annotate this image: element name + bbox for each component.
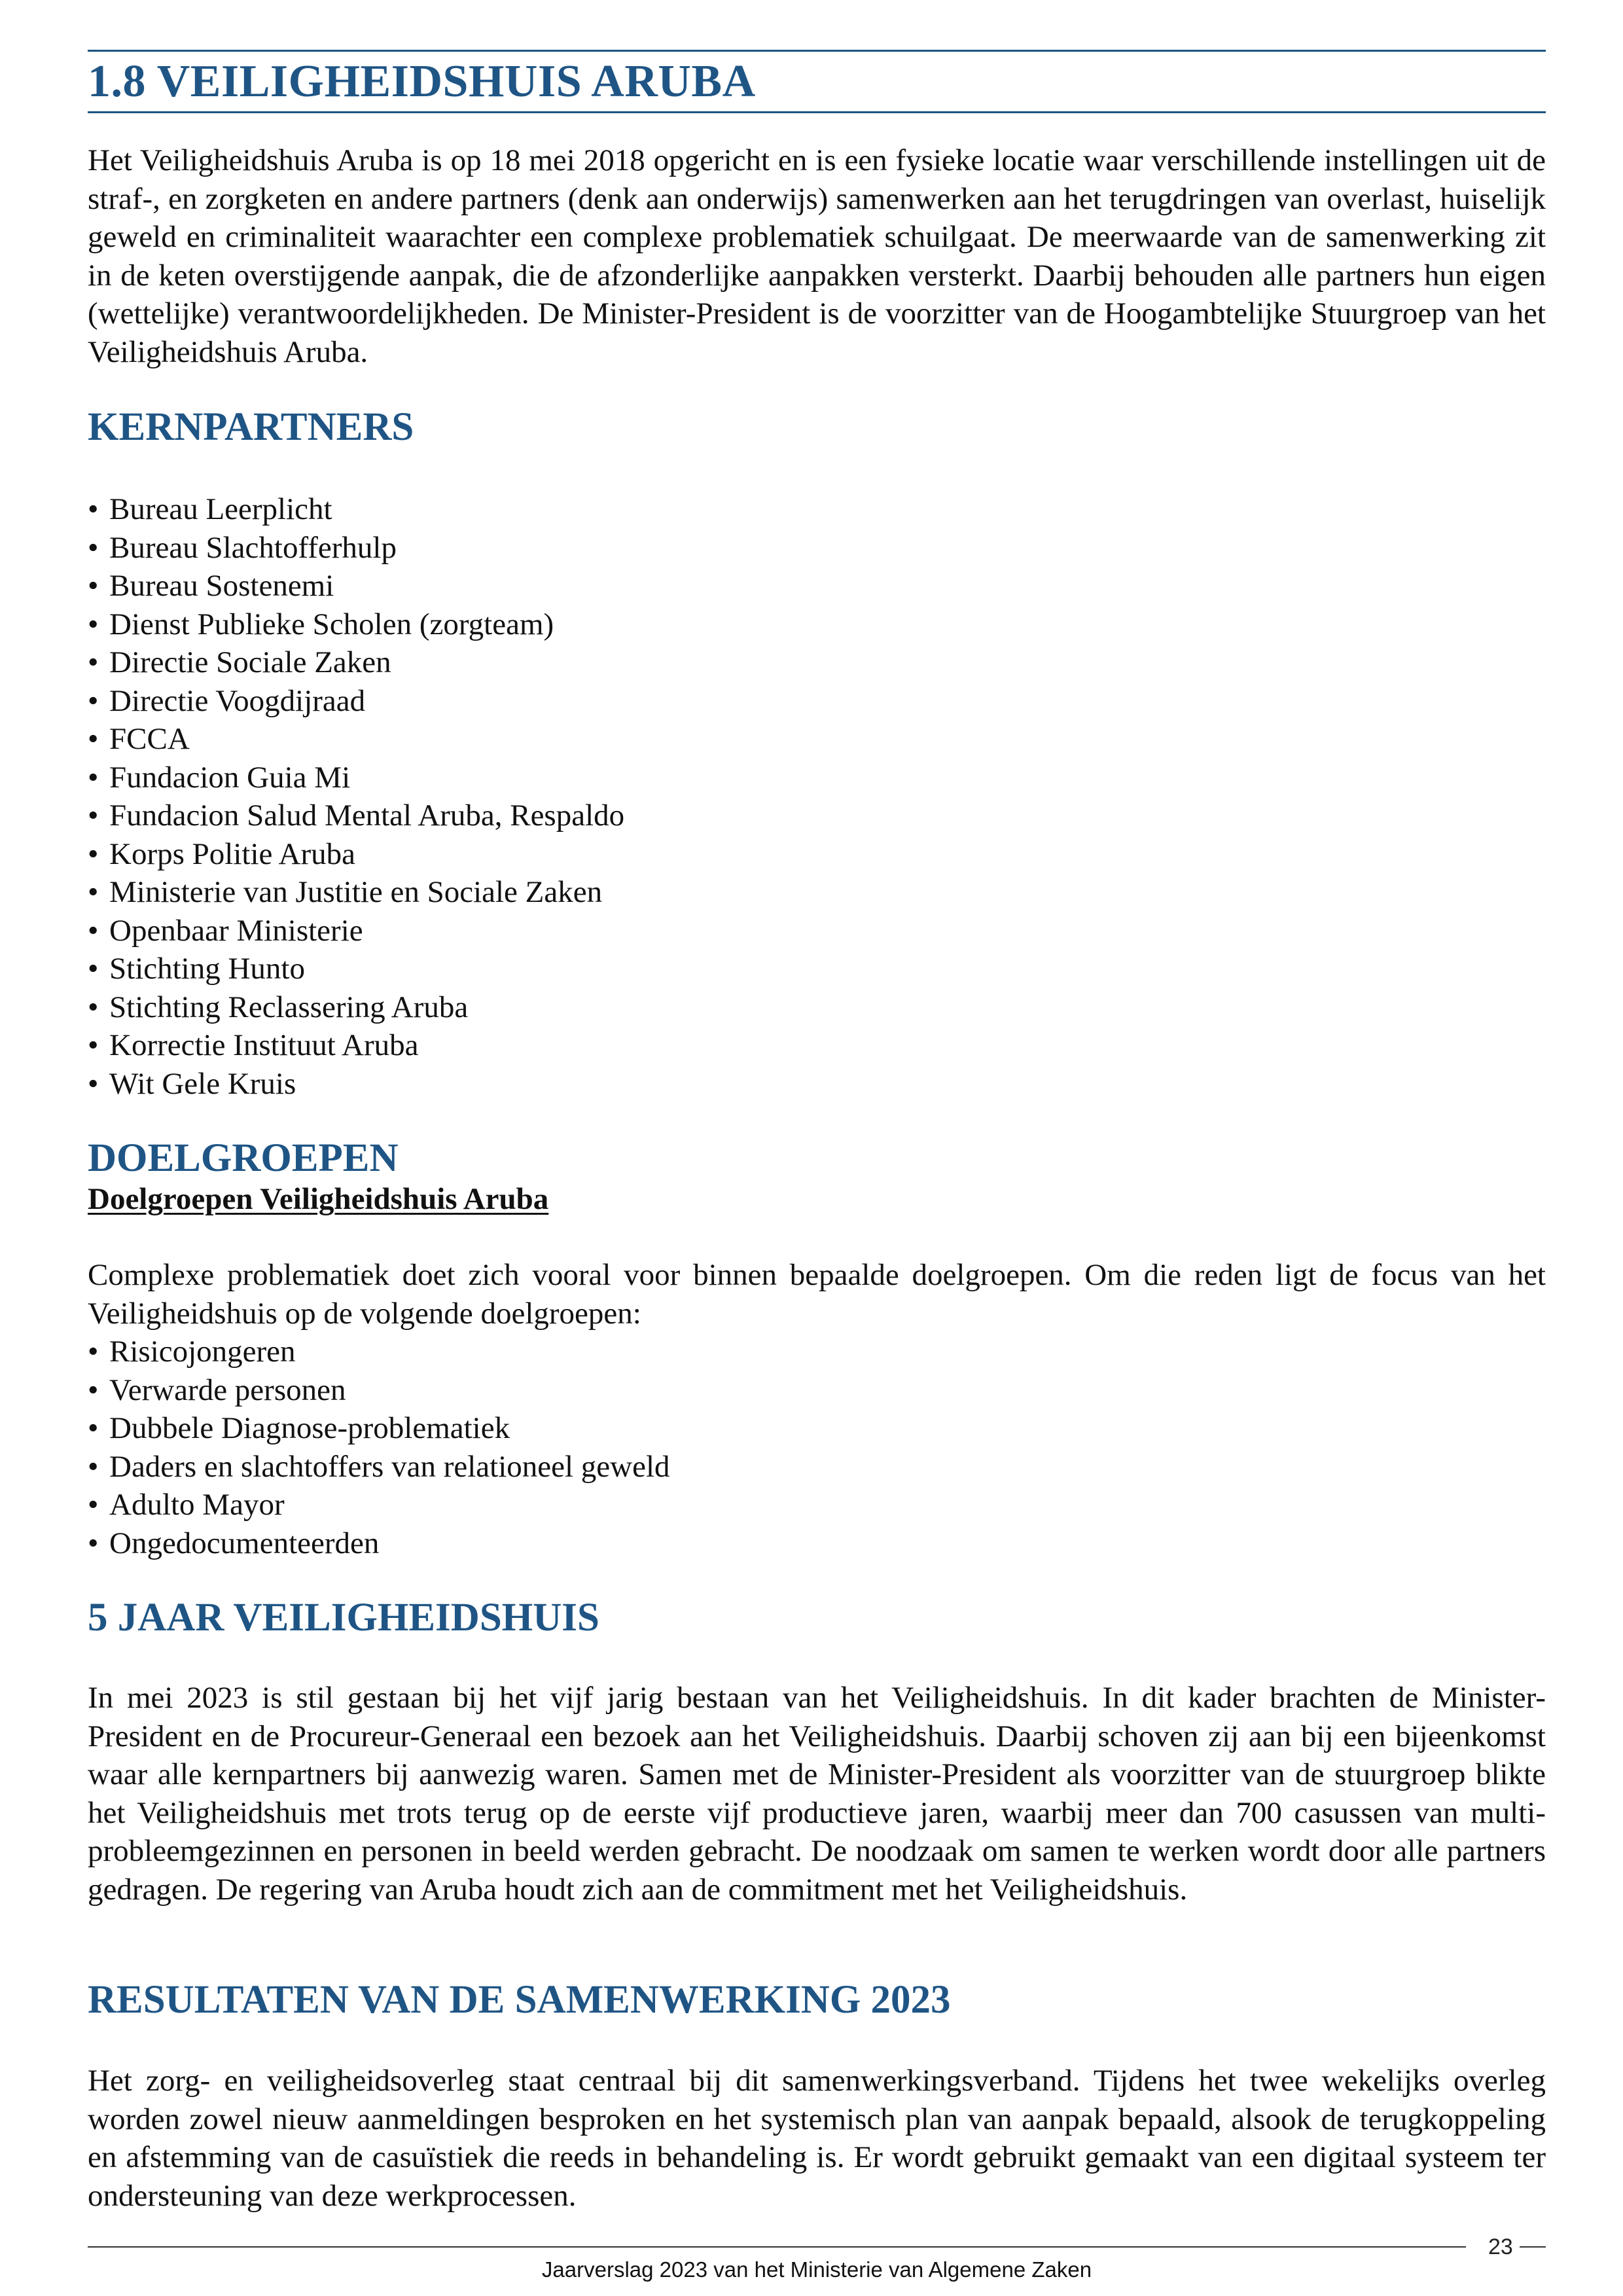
list-item: • Directie Voogdijraad	[88, 682, 624, 721]
resultaten-paragraph: Het zorg- en veiligheidsoverleg staat centraal bij dit samenwerkingsverband. Tijdens het twee wekelijks overleg worden zowel nieuw aanmeldingen besproken en het systemisch plan van aanpak bepaald, alsook de terugkoppeling en afstemming van de casuïstiek die reeds in behandeling is. Er wordt gebruikt gemaakt van een digitaal systeem ter ondersteuning van deze werkprocessen.	[88, 2064, 1546, 2213]
list-item: • Bureau Leerplicht	[88, 490, 624, 529]
footer-text: Jaarverslag 2023 van het Ministerie van Algemene Zaken	[541, 2257, 1092, 2282]
page-number-dash	[1520, 2246, 1546, 2248]
footer-rule	[88, 2246, 1466, 2248]
list-item: • Bureau Sostenemi	[88, 567, 624, 605]
list-item: • Stichting Reclassering Aruba	[88, 988, 624, 1027]
kernpartners-list	[88, 490, 624, 1103]
doelgroepen-subheading: Doelgroepen Veiligheidshuis Aruba	[88, 1182, 549, 1216]
page-number: 23	[1488, 2234, 1513, 2259]
list-item: • Fundacion Salud Mental Aruba, Respaldo	[88, 797, 624, 835]
title-top-rule	[88, 50, 1546, 52]
list-item: • Directie Sociale Zaken	[88, 643, 624, 682]
doelgroepen-heading: DOELGROEPEN	[88, 1136, 399, 1180]
list-item: • FCCA	[88, 720, 624, 759]
doelgroepen-paragraph: Complexe problematiek doet zich vooral voor binnen bepaalde doelgroepen. Om die reden ligt de focus van het Veiligheidshuis op de volgende doelgroepen:	[88, 1258, 1546, 1331]
list-item: • Risicojongeren	[88, 1333, 670, 1371]
list-item: • Daders en slachtoffers van relationeel geweld	[88, 1448, 670, 1486]
list-item: • Verwarde personen	[88, 1371, 670, 1410]
vijf-jaar-heading: 5 JAAR VEILIGHEIDSHUIS	[88, 1596, 599, 1640]
page-title: 1.8 VEILIGHEIDSHUIS ARUBA	[88, 56, 756, 107]
doelgroepen-list	[88, 1333, 670, 1562]
intro-paragraph: Het Veiligheidshuis Aruba is op 18 mei 2018 opgericht en is een fysieke locatie waar verschillende instellingen uit de straf-, en zorgketen en andere partners (denk aan onderwijs) samenwerken aan het terugdringen van overlast, huiselijk geweld en criminaliteit waarachter een complexe problematiek schuilgaat. De meerwaarde van de samenwerking zit in de keten overstijgende aanpak, die de afzonderlijke aanpakken versterkt. Daarbij behouden alle partners hun eigen (wettelijke) verantwoordelijkheden. De Minister-President is de voorzitter van de Hoogambtelijke Stuurgroep van het Veiligheidshuis Aruba.	[88, 143, 1546, 369]
list-item: • Stichting Hunto	[88, 950, 624, 988]
list-item: • Dienst Publieke Scholen (zorgteam)	[88, 605, 624, 644]
list-item: • Adulto Mayor	[88, 1486, 670, 1524]
resultaten-heading: RESULTATEN VAN DE SAMENWERKING 2023	[88, 1978, 951, 2022]
list-item: • Ongedocumenteerden	[88, 1524, 670, 1563]
list-item: • Korps Politie Aruba	[88, 835, 624, 874]
kernpartners-heading: KERNPARTNERS	[88, 405, 414, 449]
list-item: • Dubbele Diagnose-problematiek	[88, 1409, 670, 1448]
vijf-jaar-paragraph: In mei 2023 is stil gestaan bij het vijf jarig bestaan van het Veiligheidshuis. In dit kader brachten de Minister-President en de Procureur-Generaal een bezoek aan het Veiligheidshuis. Daarbij schoven zij aan bij een bijeenkomst waar alle kernpartners bij aanwezig waren. Samen met de Minister-President als voorzitter van de stuurgroep blikte het Veiligheidshuis met trots terug op de eerste vijf productieve jaren, waarbij meer dan 700 casussen van multi-probleemgezinnen en personen in beeld werden gebracht. De noodzaak om samen te werken wordt door alle partners gedragen. De regering van Aruba houdt zich aan de commitment met het Veiligheidshuis.	[88, 1681, 1546, 1907]
title-bottom-rule	[88, 111, 1546, 113]
list-item: • Korrectie Instituut Aruba	[88, 1026, 624, 1065]
list-item: • Openbaar Ministerie	[88, 912, 624, 950]
list-item: • Fundacion Guia Mi	[88, 759, 624, 797]
list-item: • Bureau Slachtofferhulp	[88, 529, 624, 567]
list-item: • Ministerie van Justitie en Sociale Zaken	[88, 873, 624, 912]
list-item: • Wit Gele Kruis	[88, 1065, 624, 1103]
